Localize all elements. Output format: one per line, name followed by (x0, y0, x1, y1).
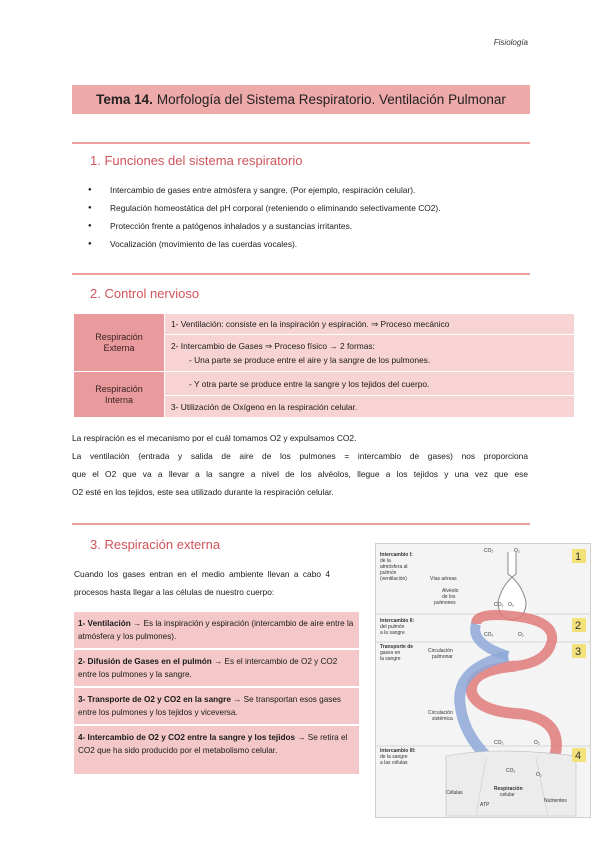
badge-number: 1 (575, 551, 582, 563)
diagram-label: Nutrientes (544, 798, 567, 804)
externa-label: Respiración Externa (74, 314, 165, 372)
header-label: Fisiología (493, 38, 528, 47)
intro-paragraph (74, 565, 330, 601)
table-cell: 1- Ventilación: consiste en la inspiración y espiración. ⇒ Proceso mecánico (165, 314, 575, 335)
diagram-label: Células (446, 790, 463, 796)
gas-label: O₂ (514, 548, 520, 554)
section3-heading: 3. Respiración externa (90, 537, 221, 552)
paragraph-line: O2 esté en los tejidos, este sea utilizado durante la respiración celular. (72, 487, 334, 497)
table-cell-subline: - Una parte se produce entre el aire y la sangre de los pulmones. (189, 355, 431, 365)
diagram-label: sistémica (432, 716, 453, 722)
respiration-table (73, 313, 575, 418)
diagram-label: Transporte de (380, 644, 414, 650)
list-item: ● Vocalización (movimiento de las cuerdas vocales). (88, 235, 441, 253)
diagram-label: Vías aéreas (430, 576, 457, 582)
table-cell (165, 335, 575, 372)
gas-label: O₂ (536, 772, 542, 778)
diagram-label: la sangre (380, 656, 401, 662)
process-box (74, 688, 359, 724)
table-cell-subline: - Y otra parte se produce entre la sangre y los tejidos del cuerpo. (189, 378, 430, 389)
diagram-label: a la sangre (380, 630, 405, 636)
diagram-label: gases en (380, 650, 401, 656)
gas-label: O₂ (518, 632, 524, 638)
table-cell-line: 2- Intercambio de Gases ⇒ Proceso físico → 2 formas: (171, 341, 375, 351)
process-text: → Se transportan esos gases entre los pulmones y los tejidos y viceversa. (78, 695, 342, 717)
badge-number: 4 (575, 750, 582, 762)
process-box (74, 726, 359, 774)
diagram-label: de la sangre (380, 754, 408, 760)
paragraph-line: procesos hasta llegar a las células de nuestro cuerpo: (74, 587, 275, 597)
diagram-label: de los (442, 594, 456, 600)
section1-heading: 1. Funciones del sistema respiratorio (90, 153, 303, 168)
paragraph-line: Cuando los gases entran en el medio ambiente llevan a cabo 4 (74, 569, 330, 579)
gas-label: CO₂ (484, 548, 494, 554)
diagram-label: Circulación (428, 710, 453, 716)
paragraph-line: que el O2 que va a llevar a la sangre a nivel de los alvéolos, llegue a los tejidos y una vez que ese (72, 469, 528, 479)
alveolus-shape (498, 552, 526, 620)
paragraph (72, 447, 528, 501)
list-item: ● Regulación homeostática del pH corporal (reteniendo o eliminando selectivamente CO2). (88, 199, 441, 217)
badge-number: 2 (575, 620, 582, 632)
gas-label: CO₂ (494, 602, 504, 608)
section-divider (72, 142, 530, 144)
diagram-label: ATP (480, 802, 490, 808)
paragraph-line: La ventilación (entrada y salida de aire de los pulmones = intercambio de gases) nos proporciona (72, 451, 528, 461)
diagram-label: atmósfera al (380, 564, 408, 570)
process-box (74, 612, 359, 648)
process-title: 3- Transporte de O2 y CO2 en la sangre (78, 695, 231, 704)
diagram-label: Circulación (428, 648, 453, 654)
list-item: ● Protección frente a patógenos inhalados y a sustancias irritantes. (88, 217, 441, 235)
gas-label: O₂ (534, 740, 540, 746)
diagram-label: Respiración (494, 786, 523, 792)
process-title: 2- Difusión de Gases en el pulmón (78, 657, 212, 666)
diagram-label: de la (380, 558, 391, 564)
interna-label: Respiración Interna (74, 372, 165, 418)
process-text: → Se retira el CO2 que ha sido producido por el metabolismo celular. (78, 733, 348, 755)
process-title: 1- Ventilación (78, 619, 131, 628)
diagram-label: pulmón (380, 570, 397, 576)
page-title (72, 85, 530, 114)
diagram-label: Alvéolo (442, 588, 459, 594)
diagram-svg (376, 544, 590, 817)
paragraph: La respiración es el mecanismo por el cuál tomamos O2 y expulsamos CO2. (72, 433, 357, 443)
process-text: → Es el intercambio de O2 y CO2 entre los pulmones y la sangre. (78, 657, 338, 679)
respiration-diagram (375, 543, 591, 818)
table-cell (165, 372, 575, 396)
diagram-label: Intercambio III: (380, 748, 416, 754)
diagram-label: (ventilación) (380, 576, 407, 582)
functions-list (88, 181, 441, 253)
venous-vessel (475, 624, 508, 656)
gas-label: CO₂ (484, 632, 494, 638)
list-item: ● Intercambio de gases entre atmósfera y sangre. (Por ejemplo, respiración celular). (88, 181, 441, 199)
gas-label: CO₂ (494, 740, 504, 746)
title-number: Tema 14. (96, 92, 153, 107)
diagram-label: pulmonar (432, 654, 453, 660)
section-divider (72, 523, 530, 525)
process-title: 4- Intercambio de O2 y CO2 entre la sangre y los tejidos (78, 733, 296, 742)
diagram-label: del pulmón (380, 624, 405, 630)
title-text: Morfología del Sistema Respiratorio. Ventilación Pulmonar (156, 92, 506, 107)
section2-heading: 2. Control nervioso (90, 286, 200, 301)
process-text: → Es la inspiración y espiración (intercambio de aire entre la atmósfera y los pulmones). (78, 619, 354, 641)
section-divider (72, 273, 530, 275)
diagram-label: a las células (380, 760, 408, 766)
badge-number: 3 (575, 646, 582, 658)
cells-area (446, 751, 576, 816)
diagram-label: Intercambio I: (380, 552, 413, 558)
process-box (74, 650, 359, 686)
diagram-label: Intercambio II: (380, 618, 415, 624)
table-cell: 3- Utilización de Oxígeno en la respiración celular. (165, 396, 575, 418)
gas-label: CO₂ (506, 768, 516, 774)
diagram-label: pulmones (434, 600, 456, 606)
diagram-label: celular (500, 792, 515, 798)
gas-label: O₂ (508, 602, 514, 608)
